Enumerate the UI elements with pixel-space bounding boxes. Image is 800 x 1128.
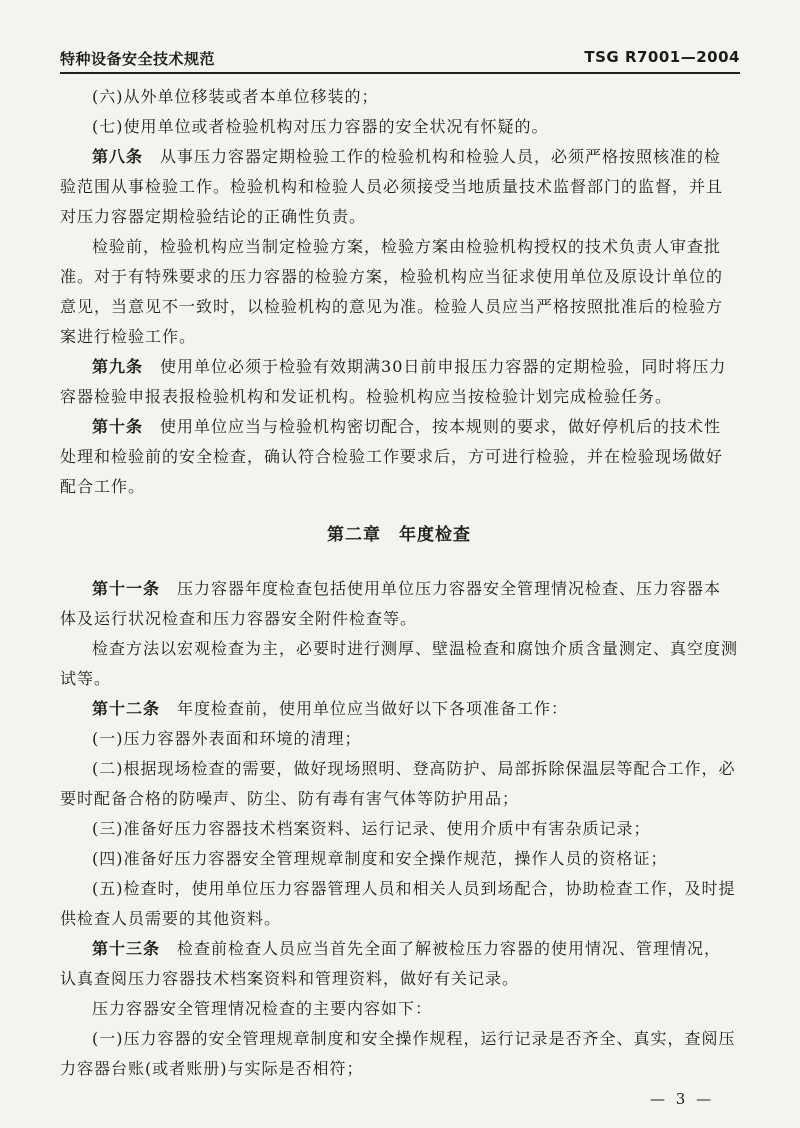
article-paragraph (60, 694, 738, 724)
body-paragraph: (一)压力容器外表面和环境的清理； (92, 729, 362, 748)
article-label: 第十一条 (92, 579, 161, 598)
body-paragraph: 压力容器安全管理情况检查的主要内容如下： (92, 999, 433, 1018)
running-header (60, 46, 740, 70)
body-paragraph: (三)准备好压力容器技术档案资料、运行记录、使用介质中有害杂质记录； (92, 819, 651, 838)
article-paragraph (60, 142, 738, 232)
article-text: 压力容器年度检查包括使用单位压力容器安全管理情况检查、压力容器本体及运行状况检查和压力容器安全附件检查等。 (60, 579, 722, 628)
article-text: 使用单位应当与检验机构密切配合，按本规则的要求，做好停机后的技术性处理和检验前的安全检查，确认符合检验工作要求后，方可进行检验，并在检验现场做好配合工作。 (60, 417, 724, 496)
article-label: 第十三条 (92, 939, 161, 958)
body-paragraph: (四)准备好压力容器安全管理规章制度和安全操作规范，操作人员的资格证； (92, 849, 668, 868)
header-rule (60, 72, 740, 74)
article-label: 第十二条 (92, 699, 161, 718)
body-paragraph: (七)使用单位或者检验机构对压力容器的安全状况有怀疑的。 (92, 117, 549, 136)
header-code: TSG R7001—2004 (584, 48, 740, 66)
article-text: 检查前检查人员应当首先全面了解被检压力容器的使用情况、管理情况，认真查阅压力容器技术档案资料和管理资料，做好有关记录。 (60, 939, 722, 988)
article-paragraph (60, 352, 738, 412)
body-paragraph: 检查方法以宏观检查为主，必要时进行测厚、壁温检查和腐蚀介质含量测定、真空度测试等。 (60, 639, 739, 688)
article-paragraph (60, 412, 738, 502)
body-paragraph: 检验前，检验机构应当制定检验方案，检验方案由检验机构授权的技术负责人审查批准。对于有特殊要求的压力容器的检验方案，检验机构应当征求使用单位及原设计单位的意见，当意见不一致时，以检验机构的意见为准。检验人员应当严格按照批准后的检验方案进行检验工作。 (60, 237, 724, 346)
page-body (60, 82, 739, 1084)
body-paragraph: (六)从外单位移装或者本单位移装的； (92, 87, 379, 106)
article-text: 年度检查前，使用单位应当做好以下各项准备工作： (160, 699, 569, 718)
article-text: 使用单位必须于检验有效期满30日前申报压力容器的定期检验，同时将压力容器检验申报表报检验机构和发证机构。检验机构应当按检验计划完成检验任务。 (60, 357, 727, 406)
article-label: 第八条 (92, 147, 144, 166)
article-label: 第十条 (92, 417, 144, 436)
body-paragraph: (二)根据现场检查的需要，做好现场照明、登高防护、局部拆除保温层等配合工作，必要时配备合格的防噪声、防尘、防有毒有害气体等防护用品； (60, 759, 736, 808)
article-paragraph (60, 574, 738, 634)
page-number: — 3 — (650, 1090, 715, 1108)
header-title: 特种设备安全技术规范 (60, 50, 216, 68)
body-paragraph: (五)检查时，使用单位压力容器管理人员和相关人员到场配合，协助检查工作，及时提供检查人员需要的其他资料。 (60, 879, 736, 928)
article-label: 第九条 (92, 357, 144, 376)
body-paragraph: (一)压力容器的安全管理规章制度和安全操作规程，运行记录是否齐全、真实，查阅压力容器台账(或者账册)与实际是否相符； (60, 1029, 736, 1078)
article-paragraph (60, 934, 738, 994)
article-text: 从事压力容器定期检验工作的检验机构和检验人员，必须严格按照核准的检验范围从事检验工作。检验机构和检验人员必须接受当地质量技术监督部门的监督，并且对压力容器定期检验结论的正确性负责。 (60, 147, 724, 226)
chapter-heading: 第二章 年度检查 (327, 525, 471, 545)
